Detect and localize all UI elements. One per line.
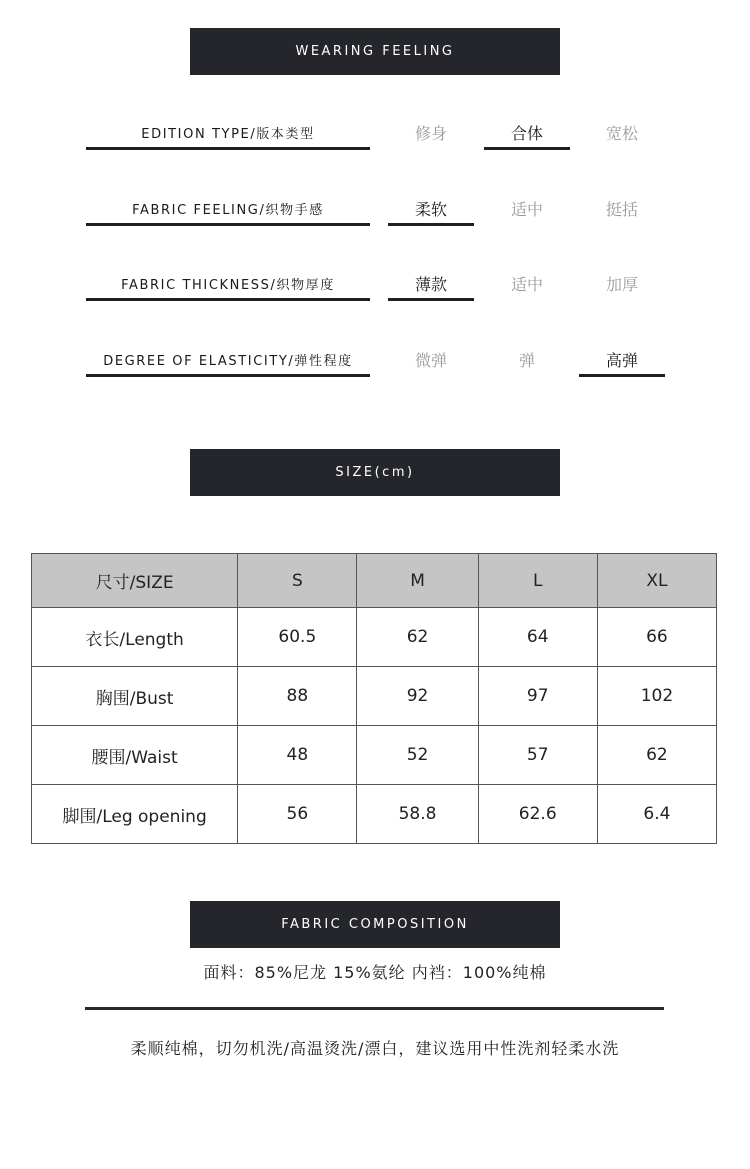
- table-row: [32, 726, 717, 785]
- feel-label: FABRIC FEELING/织物手感: [86, 193, 370, 226]
- size-cell: 60.5: [238, 608, 357, 667]
- feel-option-selected: 合体: [484, 117, 570, 150]
- size-cell: 102: [597, 667, 716, 726]
- table-row: [32, 608, 717, 667]
- feel-option: 修身: [414, 123, 447, 143]
- divider: [85, 1007, 664, 1010]
- size-cell: 56: [238, 785, 357, 844]
- size-cell: 66: [597, 608, 716, 667]
- size-header-cell: 尺寸/SIZE: [32, 554, 238, 608]
- wearing-feeling-title: WEARING FEELING: [295, 44, 455, 59]
- feel-option-selected: 高弹: [579, 344, 665, 377]
- size-cell: 62: [597, 726, 716, 785]
- feel-row-elasticity: [0, 344, 750, 404]
- size-cell: 58.8: [357, 785, 478, 844]
- size-cell: 97: [478, 667, 597, 726]
- size-cell: 92: [357, 667, 478, 726]
- size-cell: 6.4: [597, 785, 716, 844]
- size-title: SIZE(cm): [335, 465, 415, 480]
- size-table: [31, 553, 717, 844]
- feel-label: DEGREE OF ELASTICITY/弹性程度: [86, 344, 370, 377]
- size-cell: 64: [478, 608, 597, 667]
- size-cell: 衣长/Length: [32, 608, 238, 667]
- table-row: [32, 785, 717, 844]
- size-cell: 48: [238, 726, 357, 785]
- care-instructions: 柔顺纯棉，切勿机洗/高温烫洗/漂白，建议选用中性洗剂轻柔水洗: [130, 1039, 620, 1058]
- feel-option: 加厚: [605, 274, 638, 294]
- feel-option-selected: 薄款: [388, 268, 474, 301]
- feel-option: 适中: [510, 199, 543, 219]
- feel-row-edition-type: [0, 117, 750, 177]
- size-table-header-row: [32, 554, 717, 608]
- size-cell: 62: [357, 608, 478, 667]
- feel-option: 微弹: [414, 350, 447, 370]
- table-row: [32, 667, 717, 726]
- size-header-cell: S: [238, 554, 357, 608]
- size-banner: [190, 449, 560, 496]
- size-cell: 腰围/Waist: [32, 726, 238, 785]
- fabric-composition-banner: [190, 901, 560, 948]
- size-cell: 胸围/Bust: [32, 667, 238, 726]
- feel-row-fabric-feeling: [0, 193, 750, 253]
- feel-option: 宽松: [605, 123, 638, 143]
- wearing-feeling-banner: [190, 28, 560, 75]
- size-cell: 脚围/Leg opening: [32, 785, 238, 844]
- feel-option: 适中: [510, 274, 543, 294]
- feel-label: EDITION TYPE/版本类型: [86, 117, 370, 150]
- feel-option-selected: 柔软: [388, 193, 474, 226]
- fabric-composition-title: FABRIC COMPOSITION: [281, 917, 469, 932]
- size-cell: 57: [478, 726, 597, 785]
- size-cell: 62.6: [478, 785, 597, 844]
- feel-row-fabric-thickness: [0, 268, 750, 328]
- size-header-cell: L: [478, 554, 597, 608]
- fabric-composition-text: 面料：85%尼龙 15%氨纶 内裆：100%纯棉: [203, 963, 547, 982]
- feel-label: FABRIC THICKNESS/织物厚度: [86, 268, 370, 301]
- size-header-cell: M: [357, 554, 478, 608]
- feel-option: 弹: [518, 350, 535, 370]
- size-header-cell: XL: [597, 554, 716, 608]
- size-cell: 52: [357, 726, 478, 785]
- feel-option: 挺括: [605, 199, 638, 219]
- size-cell: 88: [238, 667, 357, 726]
